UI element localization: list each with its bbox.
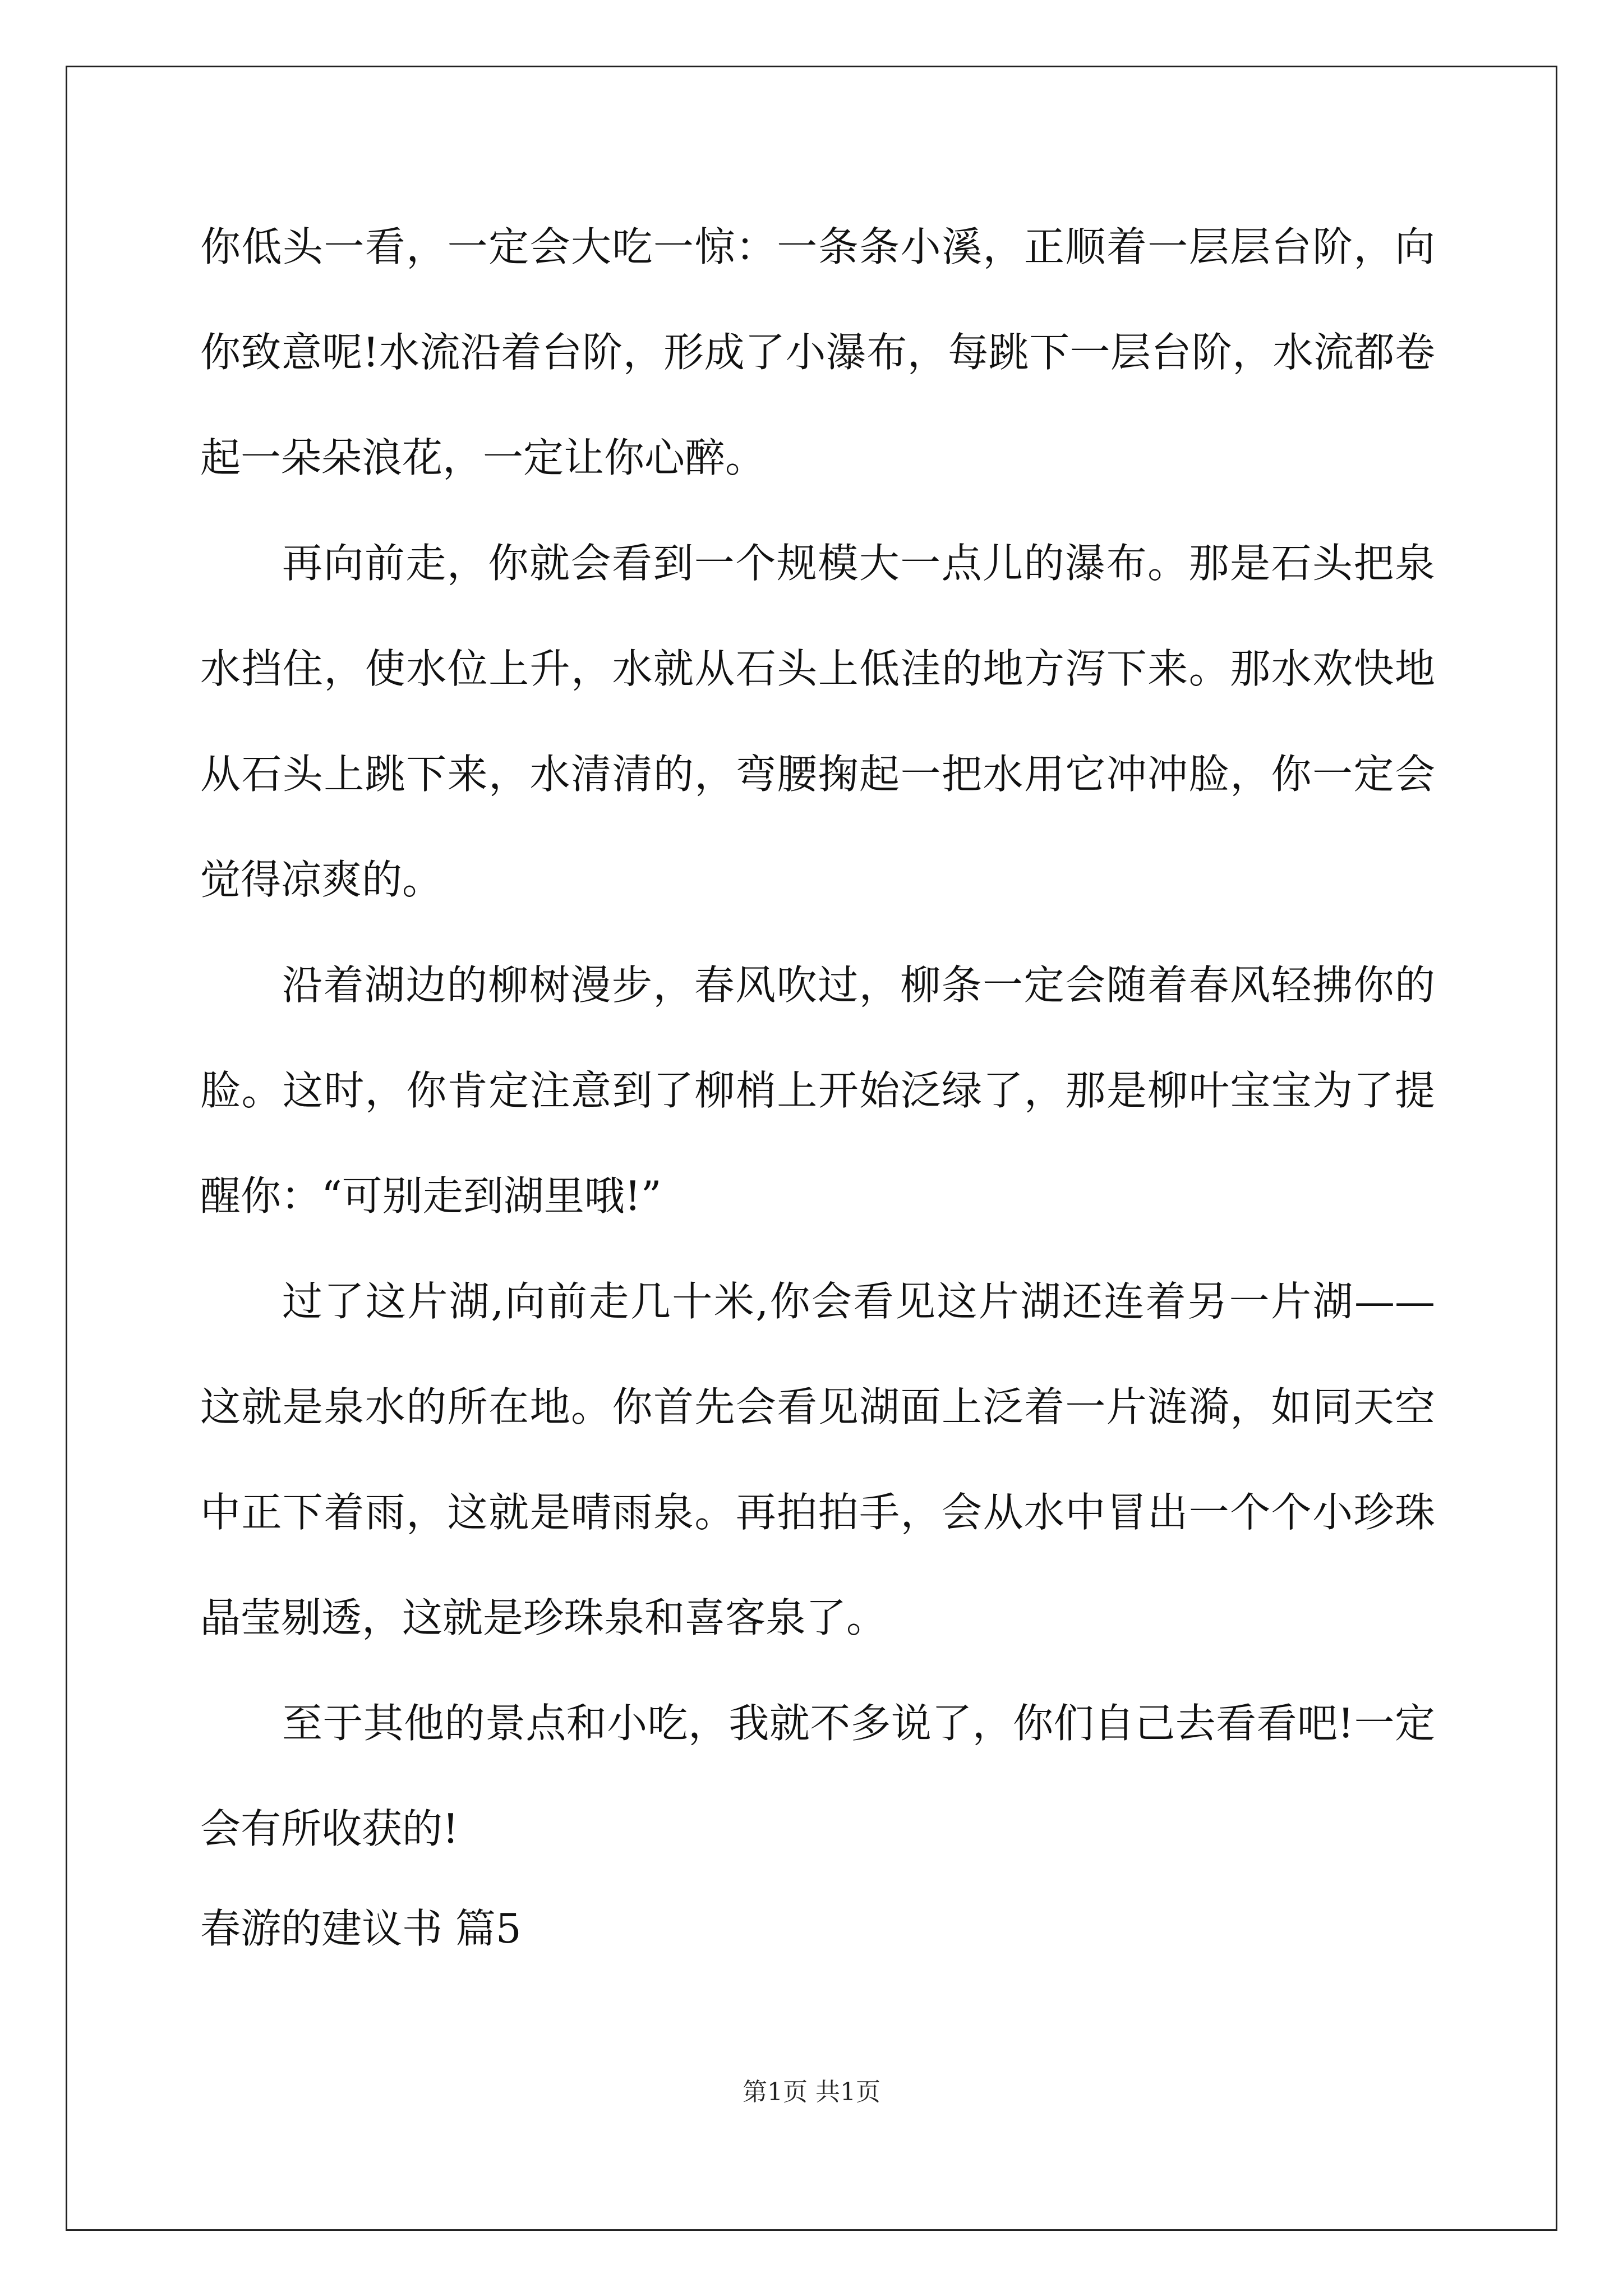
paragraph-4-line-4: 晶莹剔透，这就是珍珠泉和喜客泉了。 (200, 1594, 887, 1641)
section-heading: 春游的建议书 篇5 (200, 1905, 522, 1952)
paragraph-2-line-3: 从石头上跳下来，水清清的，弯腰掬起一把水用它冲冲脸，你一定会 (200, 751, 1435, 798)
paragraph-1-line-1: 你低头一看，一定会大吃一惊：一条条小溪，正顺着一层层台阶，向 (200, 223, 1435, 270)
paragraph-3-line-3: 醒你：“可别走到湖里哦!” (200, 1172, 662, 1220)
paragraph-4-line-1: 过了这片湖,向前走几十米,你会看见这片湖还连着另一片湖—— (282, 1278, 1435, 1325)
paragraph-3-line-2: 脸。这时，你肯定注意到了柳梢上开始泛绿了，那是柳叶宝宝为了提 (200, 1067, 1435, 1114)
paragraph-5-line-2: 会有所收获的! (200, 1805, 459, 1852)
paragraph-5-line-1: 至于其他的景点和小吃，我就不多说了，你们自己去看看吧!一定 (282, 1700, 1435, 1747)
paragraph-3-line-1: 沿着湖边的柳树漫步，春风吹过，柳条一定会随着春风轻拂你的 (282, 961, 1435, 1009)
paragraph-4-line-2: 这就是泉水的所在地。你首先会看见湖面上泛着一片涟漪，如同天空 (200, 1383, 1435, 1430)
paragraph-4-line-3: 中正下着雨，这就是晴雨泉。再拍拍手，会从水中冒出一个个小珍珠 (200, 1489, 1435, 1536)
paragraph-2-line-4: 觉得凉爽的。 (200, 856, 443, 903)
paragraph-2-line-1: 再向前走，你就会看到一个规模大一点儿的瀑布。那是石头把泉 (282, 540, 1435, 587)
paragraph-1-line-3: 起一朵朵浪花，一定让你心醉。 (200, 434, 766, 481)
paragraph-2-line-2: 水挡住，使水位上升，水就从石头上低洼的地方泻下来。那水欢快地 (200, 645, 1435, 692)
paragraph-1-line-2: 你致意呢!水流沿着台阶，形成了小瀑布，每跳下一层台阶，水流都卷 (200, 329, 1435, 376)
page-footer: 第1页 共1页 (743, 2078, 880, 2106)
